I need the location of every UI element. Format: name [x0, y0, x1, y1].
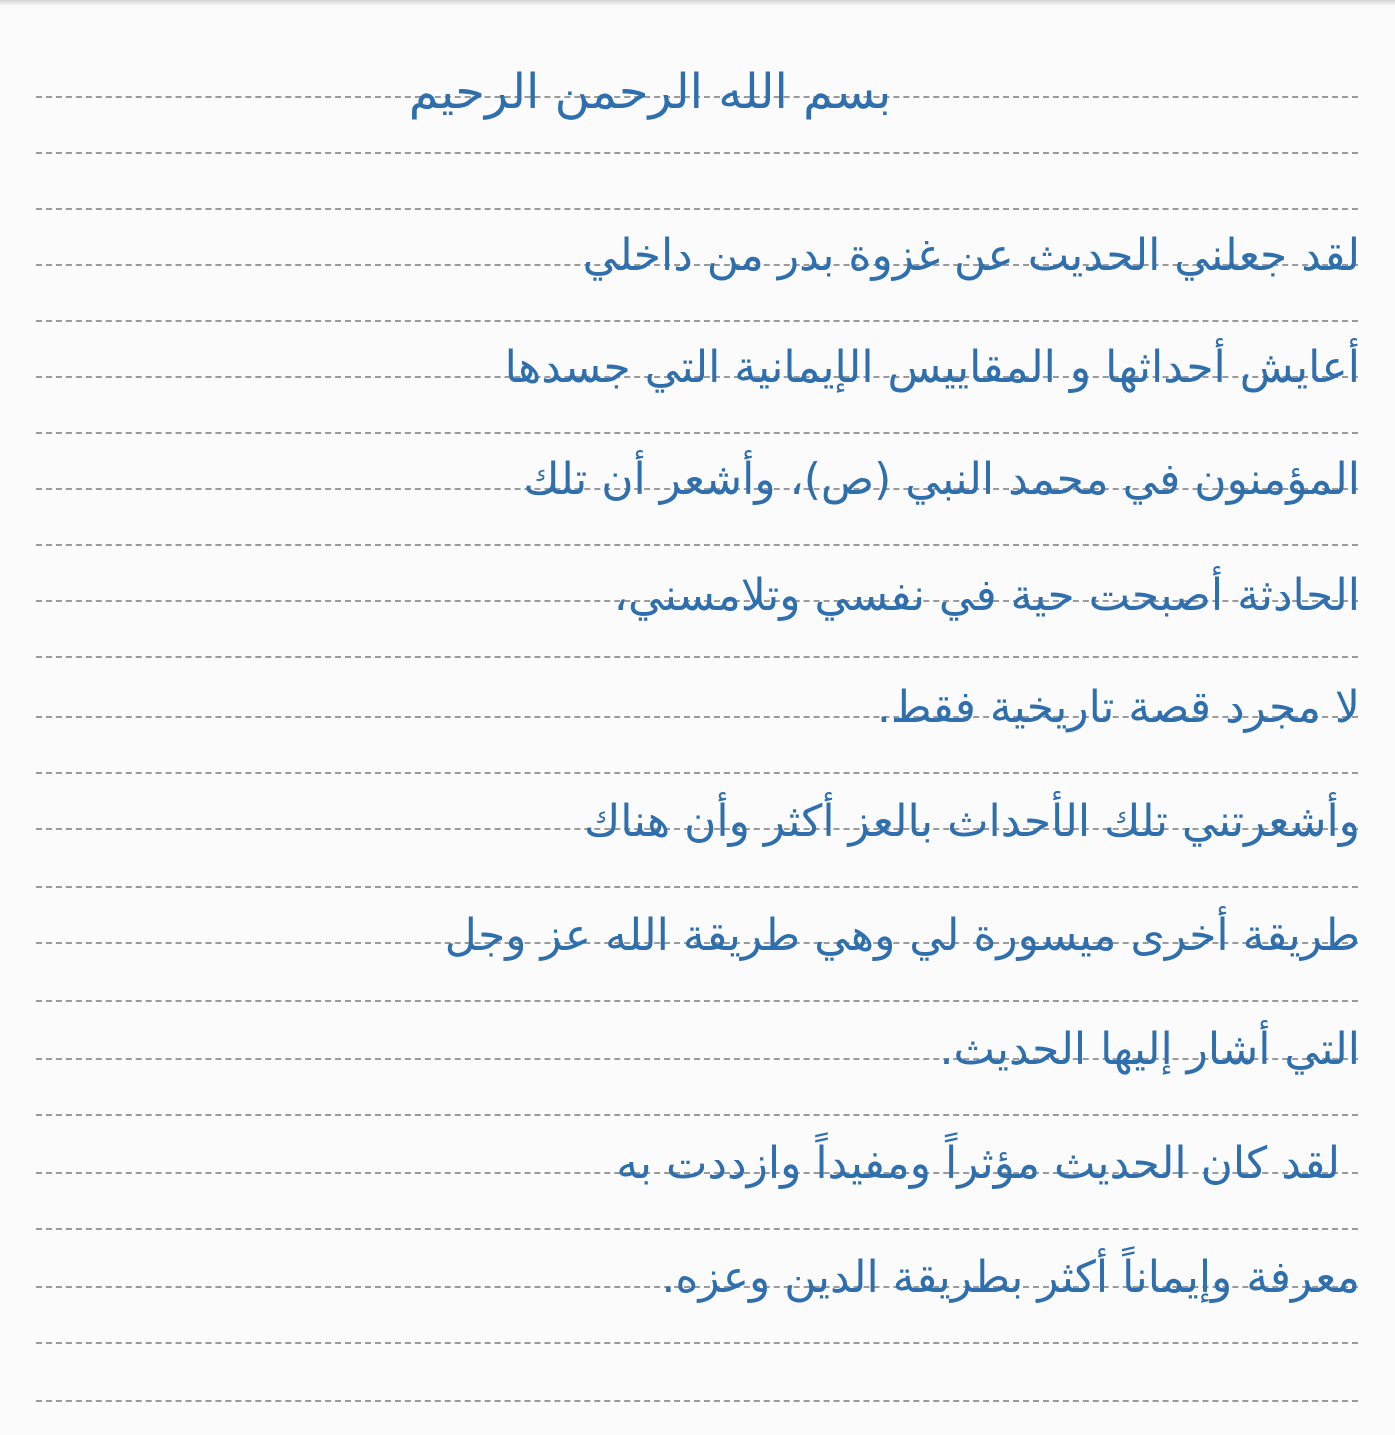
text-line-8: التي أشار إليها الحديث.: [939, 1024, 1360, 1075]
text-line-4: الحادثة أصبحت حية في نفسي وتلامسني،: [613, 570, 1360, 621]
text-line-1: لقد جعلني الحديث عن غزوة بدر من داخلي: [582, 230, 1360, 281]
ruled-line: [36, 320, 1358, 322]
text-line-7: طريقة أخرى ميسورة لي وهي طريقة الله عز وجل: [444, 910, 1360, 961]
ruled-line: [36, 1114, 1358, 1116]
ruled-line: [36, 656, 1358, 658]
ruled-line: [36, 1000, 1358, 1002]
ruled-line: [36, 1342, 1358, 1344]
ruled-line: [36, 432, 1358, 434]
basmala-title: بسم الله الرحمن الرحيم: [408, 64, 892, 120]
text-line-5: لا مجرد قصة تاريخية فقط.: [876, 682, 1360, 733]
text-line-3: المؤمنون في محمد النبي (ص)، وأشعر أن تلك: [523, 454, 1360, 505]
text-line-2: أعايش أحداثها و المقاييس الإيمانية التي جسدها: [504, 342, 1360, 393]
text-line-6: وأشعرتني تلك الأحداث بالعز أكثر وأن هناك: [583, 796, 1360, 847]
text-line-10: معرفة وإيماناً أكثر بطريقة الدين وعزه.: [661, 1252, 1360, 1303]
ruled-line: [36, 208, 1358, 210]
ruled-line: [36, 544, 1358, 546]
ruled-line: [36, 1228, 1358, 1230]
text-line-9: لقد كان الحديث مؤثراً ومفيداً وازددت به: [616, 1138, 1340, 1189]
ruled-line: [36, 152, 1358, 154]
page-top-edge: [0, 0, 1395, 6]
ruled-line: [36, 772, 1358, 774]
ruled-line: [36, 1400, 1358, 1402]
ruled-line: [36, 886, 1358, 888]
